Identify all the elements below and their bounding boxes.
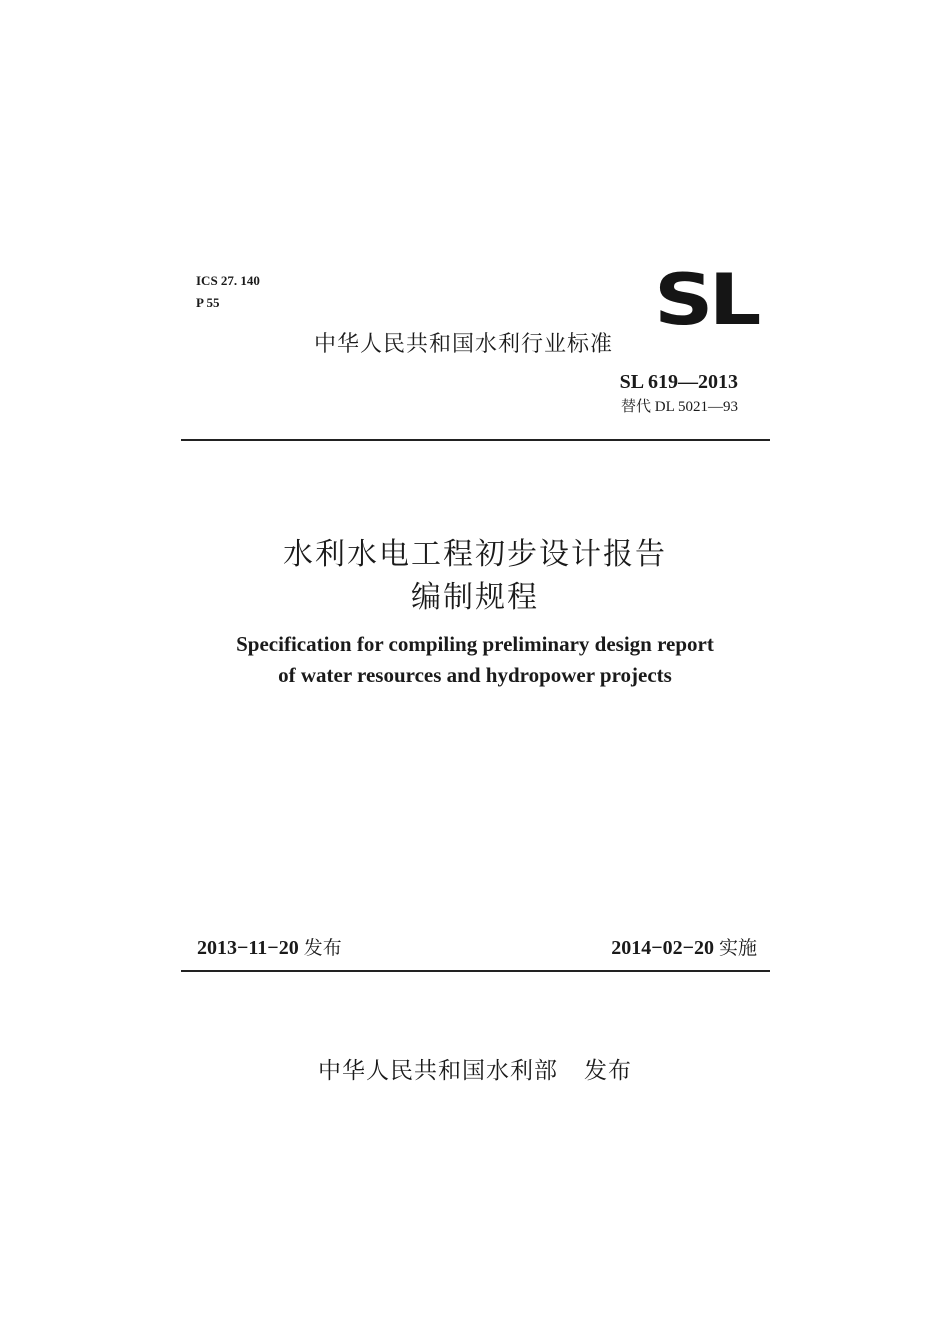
bottom-divider [181,970,770,972]
ccs-code: P 55 [196,295,220,310]
classification-codes [196,270,260,314]
implement-label: 实施 [718,937,757,959]
standard-category: 中华人民共和国水利行业标准 [314,332,614,357]
standard-number: SL 619—2013 [619,371,738,393]
issue-date: 2013−11−20 [197,937,299,959]
top-divider [181,439,770,441]
sl-logo: SL [654,259,757,341]
title-cn-line2: 编制规程 [411,580,539,615]
publisher-action: 发布 [584,1058,632,1084]
implement-date: 2014−02−20 [611,937,714,959]
title-en-line1: Specification for compiling preliminary design report [236,632,714,656]
implement-date-block [611,935,757,961]
title-cn-line1: 水利水电工程初步设计报告 [283,537,667,572]
issue-date-block [197,935,342,961]
replaces-standard: 替代 DL 5021—93 [621,399,738,415]
publisher-name: 中华人民共和国水利部 [318,1058,558,1084]
issue-label: 发布 [303,937,342,959]
ics-code: ICS 27. 140 [196,273,260,288]
publisher-line [0,1052,950,1085]
title-en-line2: of water resources and hydropower projects [278,663,672,687]
